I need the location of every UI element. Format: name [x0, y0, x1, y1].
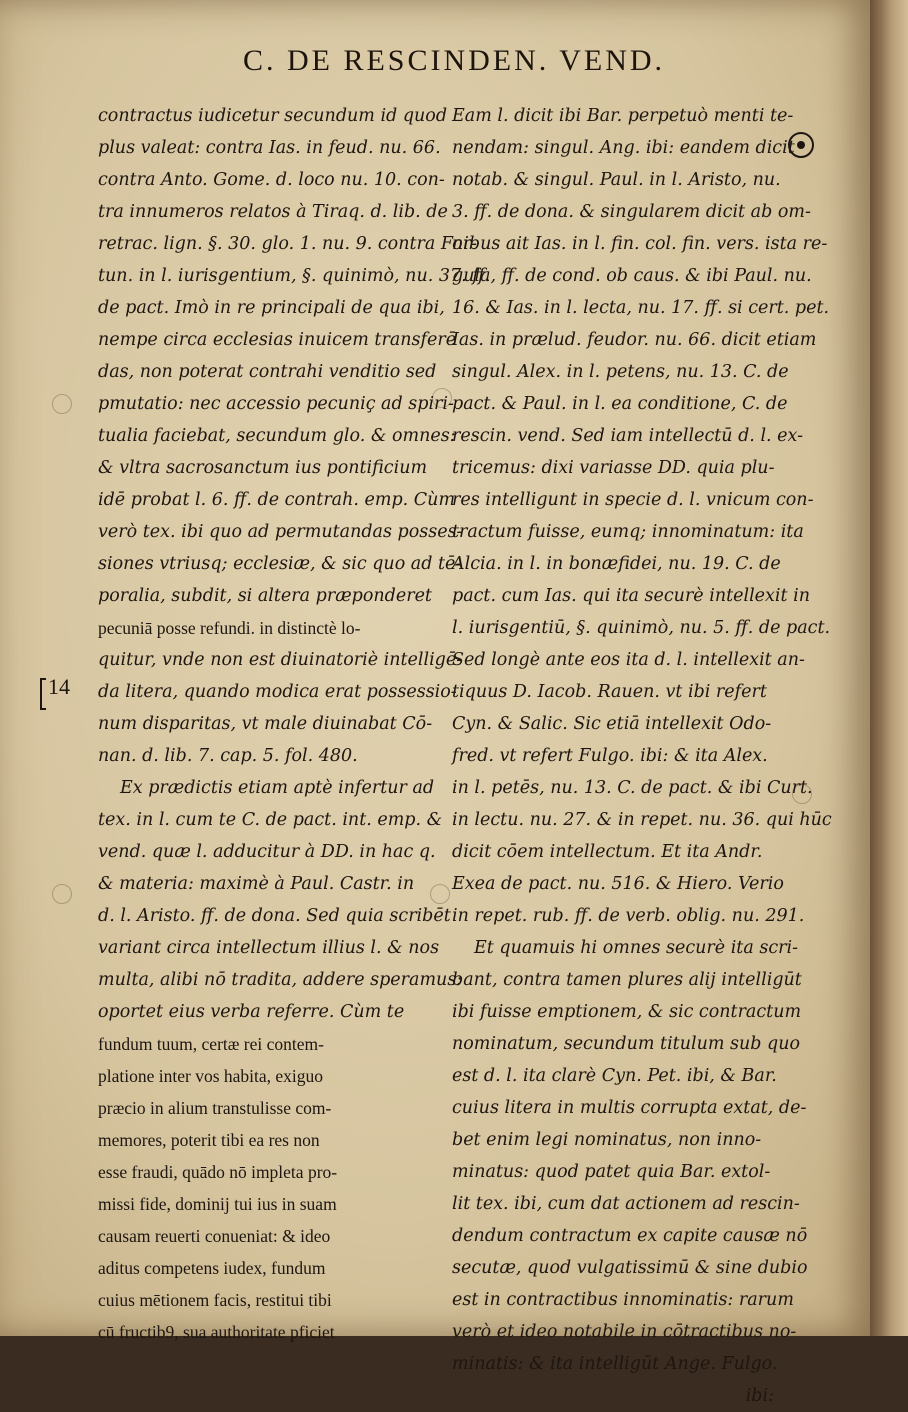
text-line: in l. petēs, nu. 13. C. de pact. & ibi Curt.: [452, 778, 813, 798]
text-line: contra Anto. Gome. d. loco nu. 10. con-: [98, 170, 445, 190]
text-line: 3. ff. de dona. & singularem dicit ab om-: [452, 202, 811, 222]
text-line: notab. & singul. Paul. in l. Aristo, nu.: [452, 170, 781, 190]
text-line: retrac. lign. §. 30. glo. 1. nu. 9. contra For-: [98, 234, 477, 254]
text-line: d. l. Aristo. ff. de dona. Sed quia scribēt: [98, 906, 451, 926]
text-line: 16. & Ias. in l. lecta, nu. 17. ff. si cert. pet.: [452, 298, 830, 318]
text-line: plus valeat: contra Ias. in feud. nu. 66.: [98, 138, 441, 158]
text-line: nendam: singul. Ang. ibi: eandem dicit: [452, 138, 795, 158]
text-line: Sed longè ante eos ita d. l. intellexit an-: [452, 650, 805, 670]
text-line: pmutatio: nec accessio pecuniç ad spiri-: [98, 394, 454, 414]
text-line: in lectu. nu. 27. & in repet. nu. 36. qui hūc: [452, 810, 832, 830]
text-line: dendum contractum ex capite causæ nō: [452, 1226, 808, 1246]
text-line: quitur, vnde non est diuinatoriè intelligē-: [98, 650, 463, 670]
text-line: das, non poterat contrahi venditio sed: [98, 362, 437, 382]
text-line: & materia: maximè à Paul. Castr. in: [98, 874, 415, 894]
text-line: platione inter vos habita, exiguo: [98, 1066, 324, 1086]
text-line: cuius litera in multis corrupta extat, de-: [452, 1098, 807, 1118]
text-line: variant circa intellectum illius l. & nos: [98, 938, 440, 958]
text-line: tun. in l. iurisgentium, §. quinimò, nu. 37. ff.: [98, 266, 491, 286]
text-line: præcio in alium transtulisse com-: [98, 1098, 332, 1118]
text-line: oportet eius verba referre. Cùm te: [98, 1002, 405, 1022]
text-line: vend. quæ l. adducitur à DD. in hac q.: [98, 842, 436, 862]
text-line: pact. & Paul. in l. ea conditione, C. de: [452, 394, 788, 414]
text-line: tra innumeros relatos à Tiraq. d. lib. de: [98, 202, 448, 222]
text-line: Ex prædictis etiam aptè infertur ad: [120, 778, 435, 798]
text-line: ibi:: [745, 1386, 774, 1406]
text-line: nempe circa ecclesias inuicem transferē: [98, 330, 457, 350]
text-line: memores, poterit tibi ea res non: [98, 1130, 320, 1150]
text-line: siones vtriusq; ecclesiæ, & sic quo ad tē-: [98, 554, 462, 574]
left-text-column: [98, 100, 491, 1348]
text-line: da litera, quando modica erat possessio-: [98, 682, 457, 702]
text-line: rescin. vend. Sed iam intellectū d. l. ex-: [452, 426, 803, 446]
text-line: minatus: quod patet quia Bar. extol-: [452, 1162, 771, 1182]
text-line: dicit cōem intellectum. Et ita Andr.: [452, 842, 763, 862]
text-line: de pact. Imò in re principali de qua ibi,: [98, 298, 445, 318]
text-line: verò tex. ibi quo ad permutandas posses-: [98, 522, 463, 542]
margin-dot-mark: [52, 394, 72, 414]
text-line: cū fructib9, sua authoritate pficiet: [98, 1322, 335, 1342]
text-line: fred. vt refert Fulgo. ibi: & ita Alex.: [452, 746, 768, 766]
text-line: nibus ait Ias. in l. fin. col. fin. vers. ista re-: [452, 234, 828, 254]
text-line: missi fide, dominij tui ius in suam: [98, 1194, 337, 1214]
text-line: cuius mētionem facis, restitui tibi: [98, 1290, 332, 1310]
text-line: Et quamuis hi omnes securè ita scri-: [474, 938, 798, 958]
margin-note-number: 14: [48, 674, 70, 699]
text-line: tractum fuisse, eumq; innominatum: ita: [452, 522, 804, 542]
text-line: minatis: & ita intelligūt Ange. Fulgo.: [452, 1354, 778, 1374]
text-line: Alcia. in l. in bonæfidei, nu. 19. C. de: [452, 554, 781, 574]
text-line: est in contractibus innominatis: rarum: [452, 1290, 794, 1310]
text-line: causam reuerti conueniat: & ideo: [98, 1226, 331, 1246]
right-text-column: [452, 100, 832, 1412]
text-line: secutæ, quod vulgatissimū & sine dubio: [452, 1258, 808, 1278]
text-line: fundum tuum, certæ rei contem-: [98, 1034, 324, 1054]
text-line: contractus iudicetur secundum id quod: [98, 106, 448, 126]
book-spine: [870, 0, 908, 1336]
text-line: ibi fuisse emptionem, & sic contractum: [452, 1002, 802, 1022]
text-line: bet enim legi nominatus, non inno-: [452, 1130, 762, 1150]
running-title: C. DE RESCINDEN. VEND.: [242, 44, 666, 77]
text-line: multa, alibi nō tradita, addere speramus:: [98, 970, 463, 990]
text-line: in repet. rub. ff. de verb. oblig. nu. 291.: [452, 906, 805, 926]
text-line: res intelligunt in specie d. l. vnicum con-: [452, 490, 814, 510]
text-line: tiquus D. Iacob. Rauen. vt ibi refert: [452, 682, 767, 702]
text-line: Cyn. & Salic. Sic etiā intellexit Odo-: [452, 714, 772, 734]
text-line: gula, ff. de cond. ob caus. & ibi Paul. nu.: [452, 266, 812, 286]
text-line: nan. d. lib. 7. cap. 5. fol. 480.: [98, 746, 358, 766]
text-line: l. iurisgentiū, §. quinimò, nu. 5. ff. de pact.: [452, 618, 831, 638]
text-line: Ias. in prælud. feudor. nu. 66. dicit etiam: [452, 330, 817, 350]
text-line: singul. Alex. in l. petens, nu. 13. C. de: [452, 362, 789, 382]
text-line: esse fraudi, quādo nō impleta pro-: [98, 1162, 338, 1182]
text-line: Exea de pact. nu. 516. & Hiero. Verio: [452, 874, 784, 894]
text-line: tricemus: dixi variasse DD. quia plu-: [452, 458, 775, 478]
text-line: tex. in l. cum te C. de pact. int. emp. &: [98, 810, 443, 830]
text-line: verò et ideo notabile in cōtractibus no-: [452, 1322, 797, 1342]
text-line: bant, contra tamen plures alij intelligūt: [452, 970, 802, 990]
text-line: & vltra sacrosanctum ius pontificium: [98, 458, 428, 478]
text-line: est d. l. ita clarè Cyn. Pet. ibi, & Bar.: [452, 1066, 777, 1086]
text-line: aditus competens iudex, fundum: [98, 1258, 326, 1278]
text-line: Eam l. dicit ibi Bar. perpetuò menti te-: [452, 106, 794, 126]
text-line: lit tex. ibi, cum dat actionem ad rescin-: [452, 1194, 800, 1214]
text-line: pact. cum Ias. qui ita securè intellexit in: [452, 586, 810, 606]
text-line: num disparitas, vt male diuinabat Cō-: [98, 714, 433, 734]
text-line: idē probat l. 6. ff. de contrah. emp. Cùm: [98, 490, 456, 510]
text-line: pecuniā posse refundi. in distinctè lo-: [98, 618, 361, 638]
margin-dot-mark: [430, 884, 450, 904]
text-line: tualia faciebat, secundum glo. & omnes:: [98, 426, 456, 446]
text-line: nominatum, secundum titulum sub quo: [452, 1034, 801, 1054]
text-line: poralia, subdit, si altera præponderet: [98, 586, 432, 606]
margin-dot-mark: [52, 884, 72, 904]
